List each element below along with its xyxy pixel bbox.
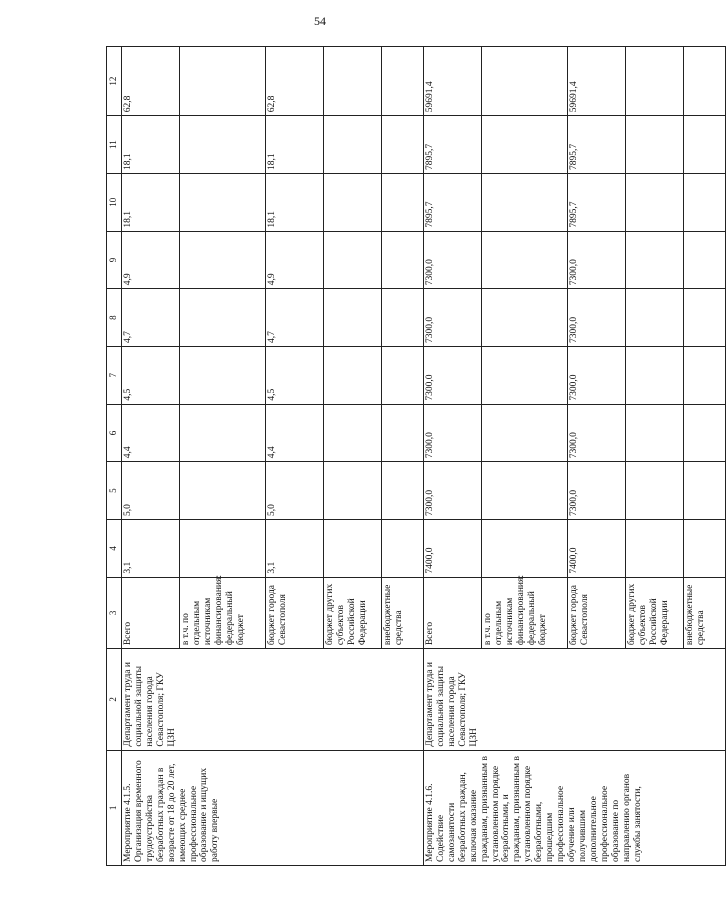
value-cell [482,289,568,347]
value-cell: 4,5 [122,346,180,404]
value-cell [382,289,424,347]
value-cell [626,231,684,289]
column-number: 10 [107,173,122,231]
column-number: 2 [107,649,122,751]
value-cell: 4,9 [266,231,324,289]
value-cell: 7300,0 [424,462,482,520]
value-cell [626,404,684,462]
value-cell: 18,1 [122,116,180,174]
page-number: 54 [314,14,326,28]
value-cell [684,173,726,231]
value-cell [180,519,266,577]
value-cell [324,462,382,520]
value-cell: 4,5 [266,346,324,404]
value-cell [684,462,726,520]
value-cell: 18,1 [266,173,324,231]
measure-name: Мероприятие 4.1.6. Содействие самозанятости безработных граждан, включая оказание гражданам, признанным в установленном порядке безработными, и гражданам, признанным в установленном порядке безработными, прошедшим профессиональное обучение или получившим дополнительное профессиональное образование по направлению органов службы занятости, [424,750,726,865]
value-cell [324,519,382,577]
value-cell: 5,0 [122,462,180,520]
value-cell [684,346,726,404]
funding-source: бюджет города Севастополя [266,577,324,649]
value-cell [382,462,424,520]
value-cell [324,116,382,174]
value-cell: 4,4 [266,404,324,462]
value-cell [482,173,568,231]
value-cell [382,47,424,116]
table-row [424,47,482,866]
value-cell [324,289,382,347]
column-number: 6 [107,404,122,462]
column-number: 3 [107,577,122,649]
value-cell [382,346,424,404]
value-cell: 59691,4 [424,47,482,116]
value-cell: 4,7 [122,289,180,347]
value-cell: 59691,4 [568,47,626,116]
value-cell: 7300,0 [424,289,482,347]
value-cell [382,231,424,289]
value-cell [482,404,568,462]
value-cell [482,231,568,289]
value-cell: 7300,0 [568,346,626,404]
funding-source: Всего [424,577,482,649]
value-cell [684,519,726,577]
value-cell [684,404,726,462]
value-cell: 7300,0 [568,289,626,347]
column-number: 12 [107,47,122,116]
column-number: 9 [107,231,122,289]
value-cell: 7400,0 [424,519,482,577]
value-cell: 7895,7 [568,116,626,174]
value-cell [180,462,266,520]
value-cell [626,519,684,577]
value-cell: 62,8 [122,47,180,116]
funding-source: в т.ч. по отдельным источникам финансирования: федеральный бюджет [180,577,266,649]
table-row [122,47,180,866]
funding-source: в т.ч. по отдельным источникам финансирования: федеральный бюджет [482,577,568,649]
value-cell: 5,0 [266,462,324,520]
value-cell: 7895,7 [424,116,482,174]
value-cell: 3,1 [122,519,180,577]
value-cell [180,47,266,116]
value-cell: 18,1 [122,173,180,231]
measure-name: Мероприятие 4.1.5. Организация временного трудоустройства безработных граждан в возрасте от 18 до 20 лет, имеющих среднее профессиональное образование и ищущих работу впервые [122,750,424,865]
funding-source: внебюджетные средства [684,577,726,649]
value-cell [684,289,726,347]
value-cell [626,346,684,404]
column-number: 8 [107,289,122,347]
value-cell: 7300,0 [568,462,626,520]
value-cell [382,519,424,577]
value-cell [482,519,568,577]
value-cell: 4,4 [122,404,180,462]
column-number-row [107,47,122,866]
value-cell [324,404,382,462]
value-cell: 18,1 [266,116,324,174]
value-cell [482,462,568,520]
value-cell [180,116,266,174]
measure-executor: Департамент труда и социальной защиты населения города Севастополя; ГКУ ЦЗН [424,649,726,751]
funding-source: бюджет других субъектов Российской Федерации [324,577,382,649]
value-cell: 7300,0 [424,231,482,289]
funding-source: Всего [122,577,180,649]
value-cell [180,231,266,289]
funding-source: внебюджетные средства [382,577,424,649]
column-number: 11 [107,116,122,174]
value-cell: 4,9 [122,231,180,289]
value-cell [180,173,266,231]
value-cell [684,116,726,174]
value-cell: 7300,0 [568,404,626,462]
value-cell [324,346,382,404]
funding-source: бюджет города Севастополя [568,577,626,649]
value-cell: 7895,7 [424,173,482,231]
value-cell [382,116,424,174]
column-number: 7 [107,346,122,404]
financing-table [106,46,726,866]
value-cell [382,173,424,231]
rotated-table-container [106,46,706,866]
value-cell: 7300,0 [424,346,482,404]
value-cell [482,116,568,174]
value-cell: 3,1 [266,519,324,577]
value-cell: 4,7 [266,289,324,347]
table-body [107,47,726,866]
value-cell: 62,8 [266,47,324,116]
value-cell [382,404,424,462]
value-cell [626,47,684,116]
value-cell [626,173,684,231]
value-cell [324,47,382,116]
value-cell [180,404,266,462]
funding-source: бюджет других субъектов Российской Федерации [626,577,684,649]
value-cell [684,47,726,116]
value-cell [180,289,266,347]
column-number: 4 [107,519,122,577]
value-cell [626,116,684,174]
column-number: 5 [107,462,122,520]
value-cell [626,462,684,520]
column-number: 1 [107,750,122,865]
value-cell: 7400,0 [568,519,626,577]
value-cell [324,231,382,289]
measure-executor: Департамент труда и социальной защиты населения города Севастополя; ГКУ ЦЗН [122,649,424,751]
value-cell [684,231,726,289]
value-cell [324,173,382,231]
value-cell: 7300,0 [568,231,626,289]
value-cell [482,346,568,404]
value-cell: 7300,0 [424,404,482,462]
value-cell [482,47,568,116]
value-cell: 7895,7 [568,173,626,231]
value-cell [180,346,266,404]
value-cell [626,289,684,347]
